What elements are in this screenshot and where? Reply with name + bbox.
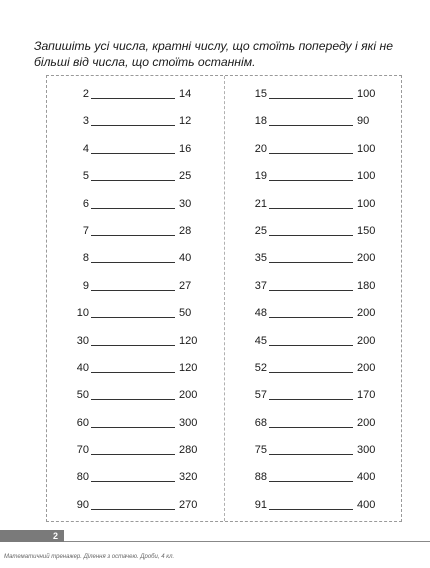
start-number: 25: [254, 224, 267, 237]
start-number: 80: [76, 471, 89, 484]
exercise-row: [225, 417, 401, 444]
exercise-row: [47, 417, 223, 444]
end-number: 12: [179, 115, 192, 128]
end-number: 270: [179, 498, 198, 511]
footer-divider: [64, 541, 430, 542]
end-number: 180: [357, 279, 376, 292]
exercise-row: [47, 88, 223, 115]
answer-line[interactable]: [269, 454, 353, 455]
answer-line[interactable]: [91, 290, 175, 291]
answer-line[interactable]: [269, 235, 353, 236]
end-number: 50: [179, 307, 192, 320]
start-number: 57: [254, 389, 267, 402]
instruction-line-2: більші від числа, що стоїть останнім.: [34, 55, 256, 69]
exercise-row: [225, 225, 401, 252]
end-number: 100: [357, 142, 376, 155]
end-number: 40: [179, 252, 192, 265]
answer-line[interactable]: [269, 262, 353, 263]
answer-line[interactable]: [269, 180, 353, 181]
answer-line[interactable]: [91, 317, 175, 318]
exercise-row: [47, 225, 223, 252]
exercise-row: [225, 362, 401, 389]
start-number: 68: [254, 416, 267, 429]
answer-line[interactable]: [91, 235, 175, 236]
start-number: 91: [254, 498, 267, 511]
answer-line[interactable]: [91, 345, 175, 346]
end-number: 400: [357, 471, 376, 484]
exercise-box: [46, 75, 402, 522]
exercise-row: [47, 499, 223, 526]
answer-line[interactable]: [269, 98, 353, 99]
answer-line[interactable]: [91, 427, 175, 428]
start-number: 10: [76, 307, 89, 320]
exercise-row: [47, 307, 223, 334]
start-number: 5: [82, 170, 89, 183]
end-number: 200: [179, 389, 198, 402]
exercise-row: [225, 389, 401, 416]
start-number: 50: [76, 389, 89, 402]
exercise-row: [225, 335, 401, 362]
start-number: 19: [254, 170, 267, 183]
start-number: 20: [254, 142, 267, 155]
end-number: 200: [357, 416, 376, 429]
task-instruction: [34, 38, 406, 70]
answer-line[interactable]: [269, 290, 353, 291]
end-number: 100: [357, 197, 376, 210]
answer-line[interactable]: [91, 180, 175, 181]
answer-line[interactable]: [269, 317, 353, 318]
start-number: 4: [82, 142, 89, 155]
start-number: 70: [76, 444, 89, 457]
exercise-row: [47, 362, 223, 389]
answer-line[interactable]: [269, 427, 353, 428]
end-number: 300: [357, 444, 376, 457]
exercise-row: [47, 389, 223, 416]
end-number: 170: [357, 389, 376, 402]
exercise-row: [225, 280, 401, 307]
exercise-row: [47, 170, 223, 197]
answer-line[interactable]: [91, 372, 175, 373]
start-number: 52: [254, 361, 267, 374]
start-number: 8: [82, 252, 89, 265]
exercise-row: [47, 471, 223, 498]
exercise-row: [225, 252, 401, 279]
end-number: 100: [357, 88, 376, 100]
start-number: 7: [82, 224, 89, 237]
exercise-row: [225, 499, 401, 526]
end-number: 25: [179, 170, 192, 183]
end-number: 300: [179, 416, 198, 429]
start-number: 75: [254, 444, 267, 457]
answer-line[interactable]: [269, 208, 353, 209]
exercise-row: [47, 280, 223, 307]
exercise-row: [225, 143, 401, 170]
exercise-row: [47, 335, 223, 362]
end-number: 280: [179, 444, 198, 457]
start-number: 3: [82, 115, 89, 128]
end-number: 400: [357, 498, 376, 511]
end-number: 120: [179, 334, 198, 347]
exercise-row: [225, 170, 401, 197]
page-number: 2: [0, 530, 64, 542]
end-number: 27: [179, 279, 192, 292]
exercise-row: [47, 198, 223, 225]
start-number: 40: [76, 361, 89, 374]
answer-line[interactable]: [91, 399, 175, 400]
start-number: 2: [82, 88, 89, 100]
start-number: 9: [82, 279, 89, 292]
answer-line[interactable]: [91, 454, 175, 455]
exercise-row: [47, 143, 223, 170]
answer-line[interactable]: [269, 509, 353, 510]
end-number: 200: [357, 334, 376, 347]
end-number: 100: [357, 170, 376, 183]
start-number: 48: [254, 307, 267, 320]
answer-line[interactable]: [269, 399, 353, 400]
answer-line[interactable]: [91, 509, 175, 510]
end-number: 120: [179, 361, 198, 374]
answer-line[interactable]: [91, 208, 175, 209]
end-number: 320: [179, 471, 198, 484]
left-column: [47, 88, 223, 526]
exercise-row: [47, 115, 223, 142]
exercise-row: [225, 115, 401, 142]
start-number: 37: [254, 279, 267, 292]
exercise-row: [47, 444, 223, 471]
footer-caption: Математичний тренажер. Ділення з остачею. Дроби, 4 кл.: [4, 554, 175, 560]
right-column: [225, 88, 401, 526]
exercise-row: [47, 252, 223, 279]
answer-line[interactable]: [91, 153, 175, 154]
answer-line[interactable]: [269, 481, 353, 482]
answer-line[interactable]: [91, 98, 175, 99]
end-number: 150: [357, 224, 376, 237]
exercise-row: [225, 471, 401, 498]
start-number: 45: [254, 334, 267, 347]
exercise-row: [225, 198, 401, 225]
end-number: 30: [179, 197, 192, 210]
end-number: 16: [179, 142, 192, 155]
answer-line[interactable]: [91, 125, 175, 126]
end-number: 90: [357, 115, 370, 128]
end-number: 14: [179, 88, 192, 100]
exercise-row: [225, 88, 401, 115]
answer-line[interactable]: [269, 345, 353, 346]
start-number: 30: [76, 334, 89, 347]
start-number: 90: [76, 498, 89, 511]
start-number: 35: [254, 252, 267, 265]
answer-line[interactable]: [91, 262, 175, 263]
start-number: 60: [76, 416, 89, 429]
end-number: 28: [179, 224, 192, 237]
answer-line[interactable]: [269, 153, 353, 154]
start-number: 21: [254, 197, 267, 210]
answer-line[interactable]: [269, 125, 353, 126]
answer-line[interactable]: [91, 481, 175, 482]
end-number: 200: [357, 361, 376, 374]
end-number: 200: [357, 307, 376, 320]
instruction-line-1: Запишіть усі числа, кратні числу, що стоїть попереду і які не: [34, 39, 393, 53]
exercise-row: [225, 307, 401, 334]
start-number: 15: [254, 88, 267, 100]
start-number: 6: [82, 197, 89, 210]
start-number: 18: [254, 115, 267, 128]
end-number: 200: [357, 252, 376, 265]
start-number: 88: [254, 471, 267, 484]
exercise-row: [225, 444, 401, 471]
answer-line[interactable]: [269, 372, 353, 373]
